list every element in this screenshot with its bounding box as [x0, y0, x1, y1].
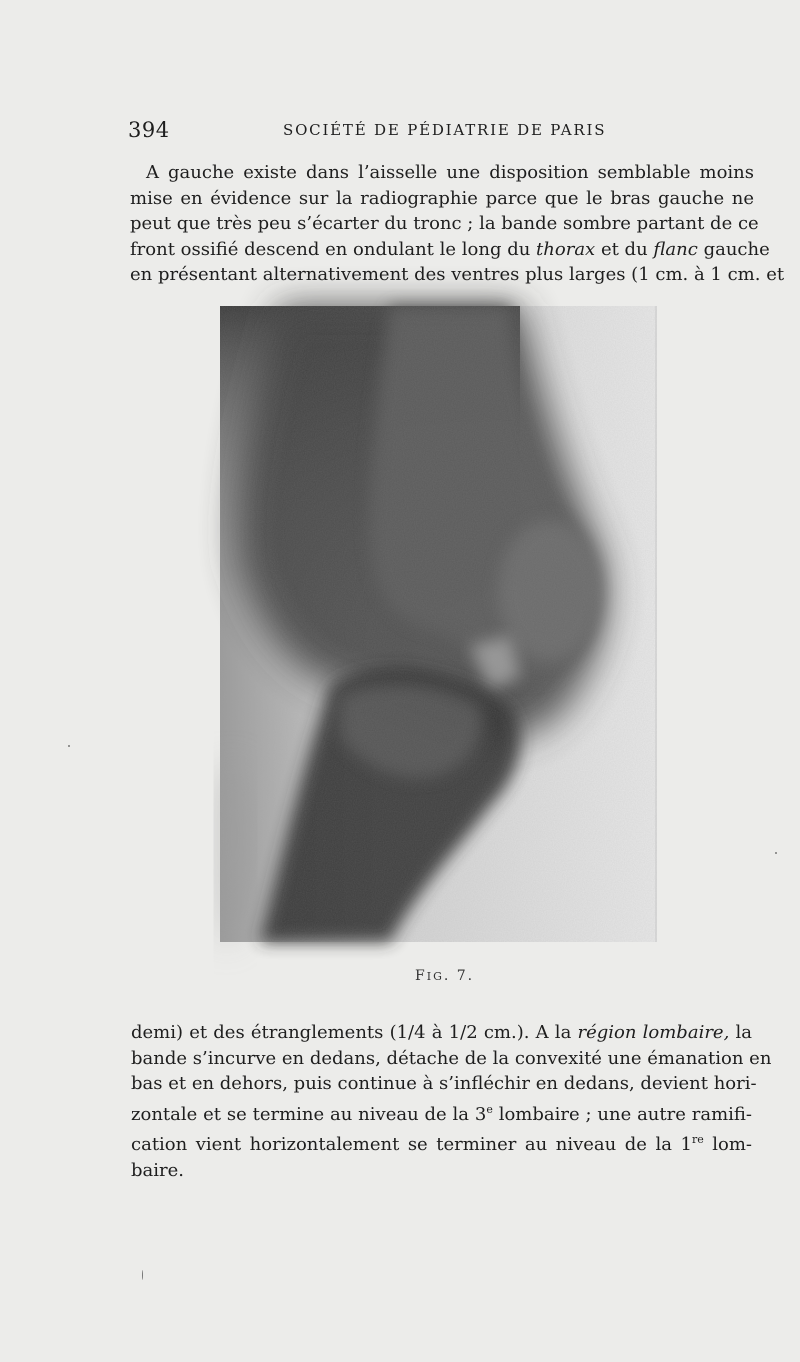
figure-caption — [415, 968, 474, 984]
text-segment: lom- — [712, 1134, 752, 1156]
paper-speck — [68, 745, 70, 747]
text-segment: et du — [600, 238, 648, 260]
knee-radiograph-image — [220, 306, 657, 942]
text-line — [131, 1097, 752, 1128]
italic-term: région lombaire, — [577, 1022, 730, 1043]
film-grain — [220, 306, 657, 942]
paper-speck — [142, 1270, 143, 1280]
paper-speck — [775, 852, 777, 854]
page-number: 394 — [128, 118, 170, 142]
page-header — [128, 118, 752, 146]
italic-term: thorax — [536, 238, 596, 260]
text-segment: zontale et se termine au niveau de la 3 — [131, 1103, 487, 1125]
italic-term: flanc — [653, 238, 698, 260]
text-line: A gauche existe dans l’aisselle une disposition semblable moins — [146, 162, 754, 183]
paragraph-2 — [131, 1020, 772, 1184]
text-segment: front ossifié descend en ondulant le long du — [130, 238, 531, 260]
running-head: SOCIÉTÉ DE PÉDIATRIE DE PARIS — [283, 121, 607, 139]
text-line: bande s’incurve en dedans, détache de la convexité une émanation en — [131, 1047, 772, 1069]
text-line — [130, 237, 770, 263]
text-line — [131, 1020, 752, 1046]
caption-initial: F — [415, 968, 427, 984]
text-segment: lombaire ; une autre ramifi- — [498, 1103, 752, 1125]
text-line: mise en évidence sur la radiographie parce que le bras gauche ne — [130, 187, 754, 209]
radiograph-figure — [220, 306, 657, 942]
text-line: peut que très peu s’écarter du tronc ; la bande sombre partant de ce — [130, 213, 759, 235]
text-segment: la — [735, 1022, 752, 1043]
superscript: e — [486, 1102, 493, 1116]
superscript: re — [691, 1133, 704, 1147]
caption-smallcaps: IG — [426, 970, 444, 983]
text-segment: gauche — [703, 238, 770, 260]
text-segment: cation vient horizontalement se terminer au niveau de la 1 — [131, 1134, 692, 1156]
text-line — [131, 1127, 752, 1158]
text-line: baire. — [131, 1159, 184, 1181]
text-line: en présentant alternativement des ventres plus larges (1 cm. à 1 cm. et — [130, 264, 785, 286]
text-segment: demi) et des étranglements (1/4 à 1/2 cm.). A la — [131, 1022, 572, 1043]
caption-number: . 7. — [443, 968, 475, 984]
paragraph-1 — [130, 160, 785, 288]
text-line: bas et en dehors, puis continue à s’infléchir en dedans, devient hori- — [131, 1073, 757, 1095]
